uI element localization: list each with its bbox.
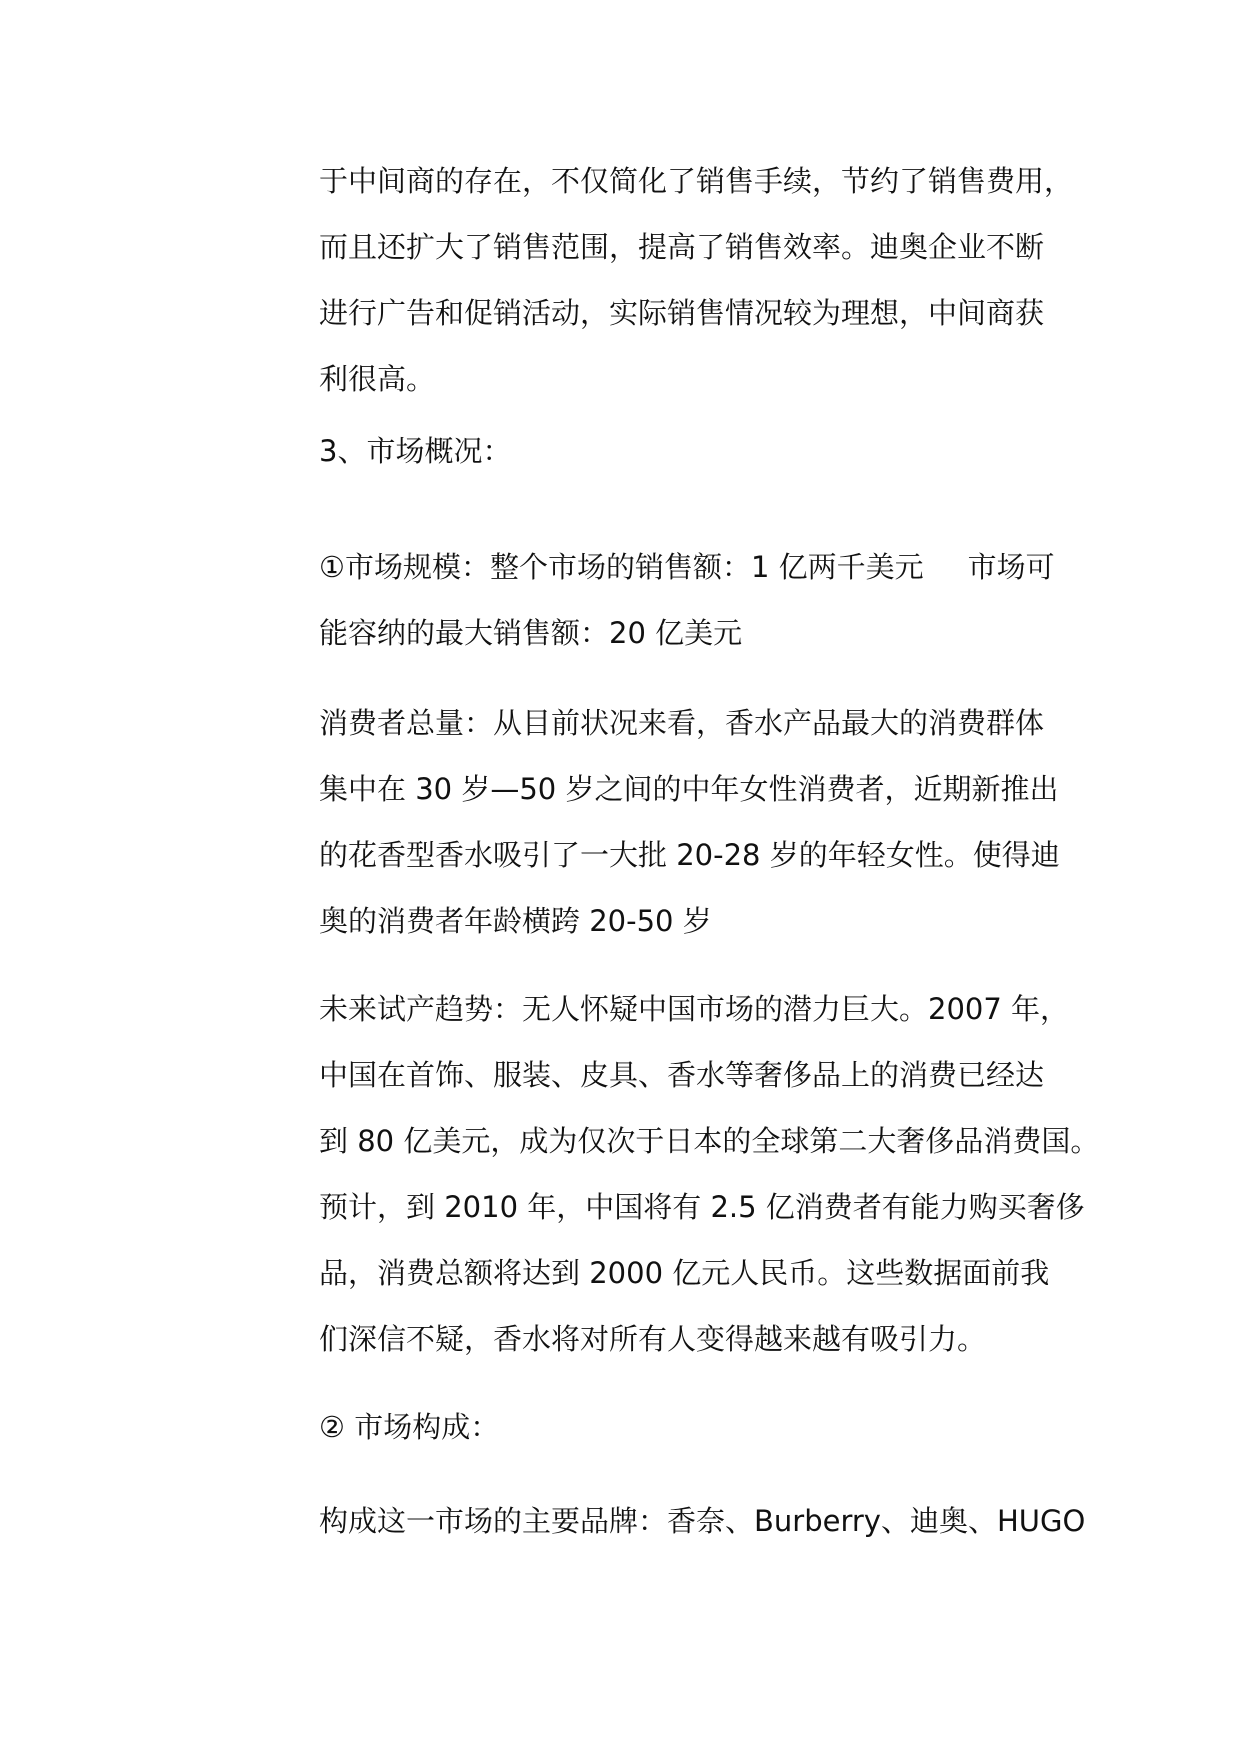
text-line: 3、市场概况： — [319, 434, 512, 468]
text-line: 到 80 亿美元，成为仅次于日本的全球第二大奢侈品消费国。 — [319, 1124, 1100, 1158]
text-line: 消费者总量：从目前状况来看，香水产品最大的消费群体 — [319, 706, 1045, 740]
text-line: ② 市场构成： — [319, 1410, 500, 1444]
section-heading-market-overview — [319, 418, 1079, 484]
text-line: 的花香型香水吸引了一大批 20-28 岁的年轻女性。使得迪 — [319, 838, 1060, 872]
text-line — [319, 534, 1079, 600]
text-line: 奥的消费者年龄横跨 20-50 岁 — [319, 904, 712, 938]
text-segment: 市场可 — [967, 550, 1055, 584]
text-line: 未来试产趋势：无人怀疑中国市场的潜力巨大。2007 年， — [319, 992, 1070, 1026]
text-line: 能容纳的最大销售额：20 亿美元 — [319, 616, 743, 650]
text-line: 进行广告和促销活动，实际销售情况较为理想，中间商获 — [319, 296, 1045, 330]
paragraph-consumer-total — [319, 690, 1079, 954]
text-line: 而且还扩大了销售范围，提高了销售效率。迪奥企业不断 — [319, 230, 1045, 264]
paragraph-brands — [319, 1488, 1086, 1554]
text-line: 品，消费总额将达到 2000 亿元人民币。这些数据面前我 — [319, 1256, 1050, 1290]
text-line: 预计，到 2010 年，中国将有 2.5 亿消费者有能力购买奢侈 — [319, 1190, 1085, 1224]
text-line: 中国在首饰、服装、皮具、香水等奢侈品上的消费已经达 — [319, 1058, 1045, 1092]
paragraph-intermediaries — [319, 148, 1079, 412]
section-heading-market-composition — [319, 1394, 1079, 1460]
paragraph-market-size — [319, 534, 1079, 666]
text-line: 集中在 30 岁—50 岁之间的中年女性消费者，近期新推出 — [319, 772, 1059, 806]
text-line: 利很高。 — [319, 362, 436, 396]
text-line: 于中间商的存在，不仅简化了销售手续，节约了销售费用， — [319, 164, 1074, 198]
text-line: 构成这一市场的主要品牌：香奈、Burberry、迪奥、HUGO — [319, 1504, 1086, 1538]
paragraph-future-trend — [319, 976, 1100, 1372]
text-line: 们深信不疑，香水将对所有人变得越来越有吸引力。 — [319, 1322, 987, 1356]
text-segment: ①市场规模：整个市场的销售额：1 亿两千美元 — [319, 550, 924, 584]
